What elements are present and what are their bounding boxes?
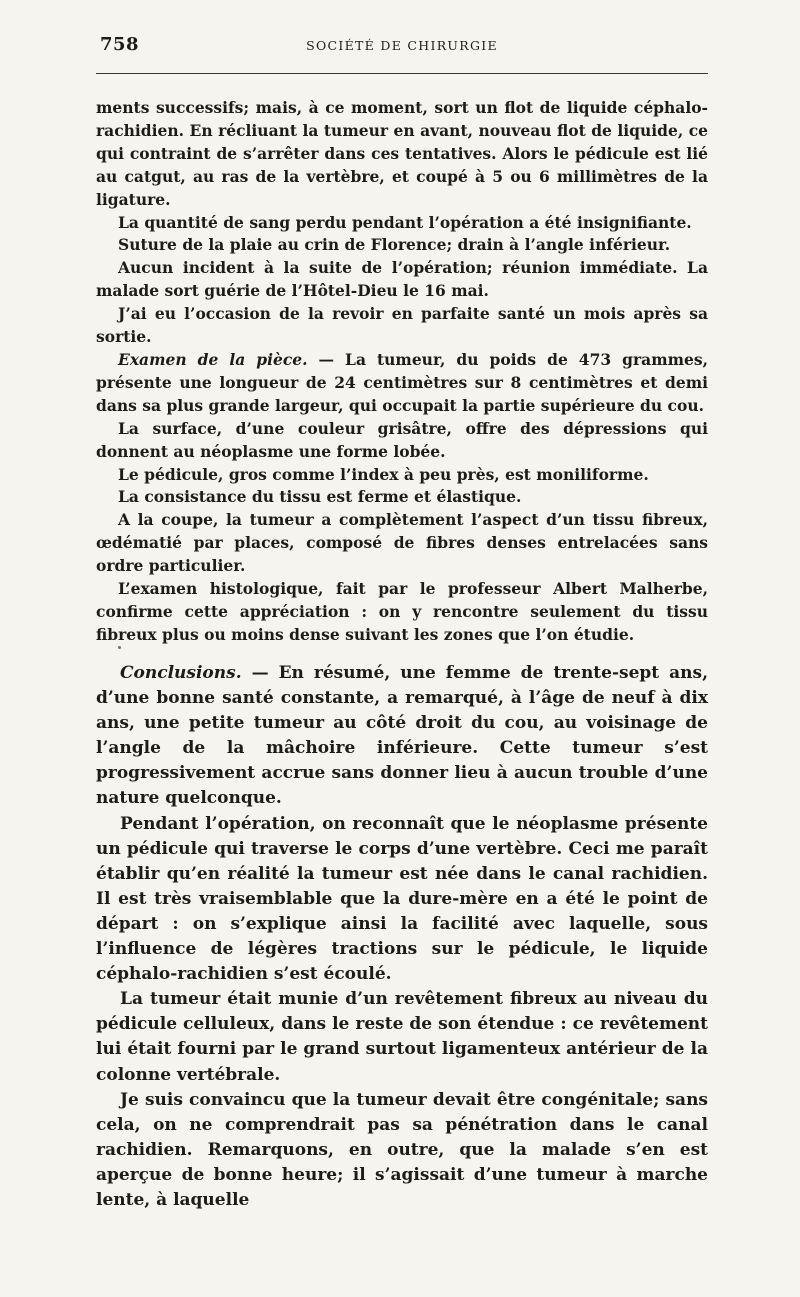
conclusions-heading: Conclusions.: [120, 663, 242, 683]
paragraph-specimen-exam: [96, 349, 708, 418]
specimen-exam-text: — La tumeur, du poids de 473 grammes, présente une longueur de 24 centimètres sur 8 centimètres et demi dans sa plus grande largeur, qui occupait la partie supérieure du cou.: [96, 349, 708, 415]
paragraph-follow-up: J’ai eu l’occasion de la revoir en parfaite santé un mois après sa sortie.: [96, 304, 708, 347]
case-report-section: [96, 97, 708, 647]
paragraph-histology: L’examen histologique, fait par le professeur Albert Malherbe, confirme cette appréciation : on y rencontre seulement du tissu fibreux plus ou moins dense suivant les zones que l’on étudie.: [96, 579, 708, 644]
paragraph-recovery: Aucun incident à la suite de l’opération; réunion immédiate. La malade sort guérie de l’Hôtel-Dieu le 16 mai.: [96, 258, 708, 301]
page-number: 758: [100, 34, 140, 55]
paragraph-pedicle: Le pédicule, gros comme l’index à peu près, est moniliforme.: [118, 464, 649, 484]
paragraph-operation-finding: Pendant l’opération, on reconnaît que le néoplasme présente un pédicule qui traverse le corps d’une vertèbre. Ceci me paraît établir qu’en réalité la tumeur est née dans le canal rachidien. Il est très vraisemblable que la dure-mère en a été le point de départ : on s’explique ainsi la facilité avec laquelle, sous l’influence de légères tractions sur le pédicule, le liquide céphalo-rachidien s’est écoulé.: [96, 813, 708, 985]
paragraph-surface: La surface, d’une couleur grisâtre, offre des dépressions qui donnent au néoplasme une forme lobée.: [96, 418, 708, 461]
paragraph-suture: Suture de la plaie au crin de Florence; drain à l’angle inférieur.: [118, 235, 671, 255]
paragraph-section-cut: A la coupe, la tumeur a complètement l’aspect d’un tissu fibreux, œdématié par places, composé de fibres denses entrelacées sans ordre particulier.: [96, 510, 708, 576]
paragraph-consistency: La consistance du tissu est ferme et élastique.: [118, 487, 522, 507]
print-speck: [118, 646, 121, 649]
paragraph-congenital: Je suis convaincu que la tumeur devait être congénitale; sans cela, on ne comprendrait pas sa pénétration dans le canal rachidien. Remarquons, en outre, que la malade s’en est aperçue de bonne heure; il s’agissait d’une tumeur à marche lente, à laquelle: [96, 1089, 708, 1210]
specimen-exam-heading: Examen de la pièce.: [118, 349, 308, 369]
paragraph-fibrous-covering: La tumeur était munie d’un revêtement fibreux au niveau du pédicule celluleux, dans le reste de son étendue : ce revêtement lui était fourni par le grand surtout ligamenteux antérieur de la colonne vertébrale.: [96, 989, 708, 1085]
header-rule: [96, 73, 708, 74]
conclusions-section: [96, 661, 708, 1213]
conclusions-summary-text: — En résumé, une femme de trente-sept ans, d’une bonne santé constante, a remarqué, à l’âge de neuf à dix ans, une petite tumeur au côté droit du cou, au voisinage de l’angle de la mâchoire inférieure. Cette tumeur s’est progressivement accrue sans donner lieu à aucun trouble d’une nature quelconque.: [96, 663, 708, 809]
paragraph-blood-loss: La quantité de sang perdu pendant l’opération a été insignifiante.: [118, 212, 692, 232]
paragraph-continuation: ments successifs; mais, à ce moment, sort un flot de liquide céphalo-rachidien. En récliuant la tumeur en avant, nouveau flot de liquide, ce qui contraint de s’arrêter dans ces tentatives. Alors le pédicule est lié au catgut, au ras de la vertèbre, et coupé à 5 ou 6 millimètres de la ligature.: [96, 98, 708, 209]
running-title: SOCIÉTÉ DE CHIRURGIE: [306, 38, 498, 53]
running-header: [96, 34, 708, 58]
paragraph-conclusions-summary: [96, 661, 708, 812]
